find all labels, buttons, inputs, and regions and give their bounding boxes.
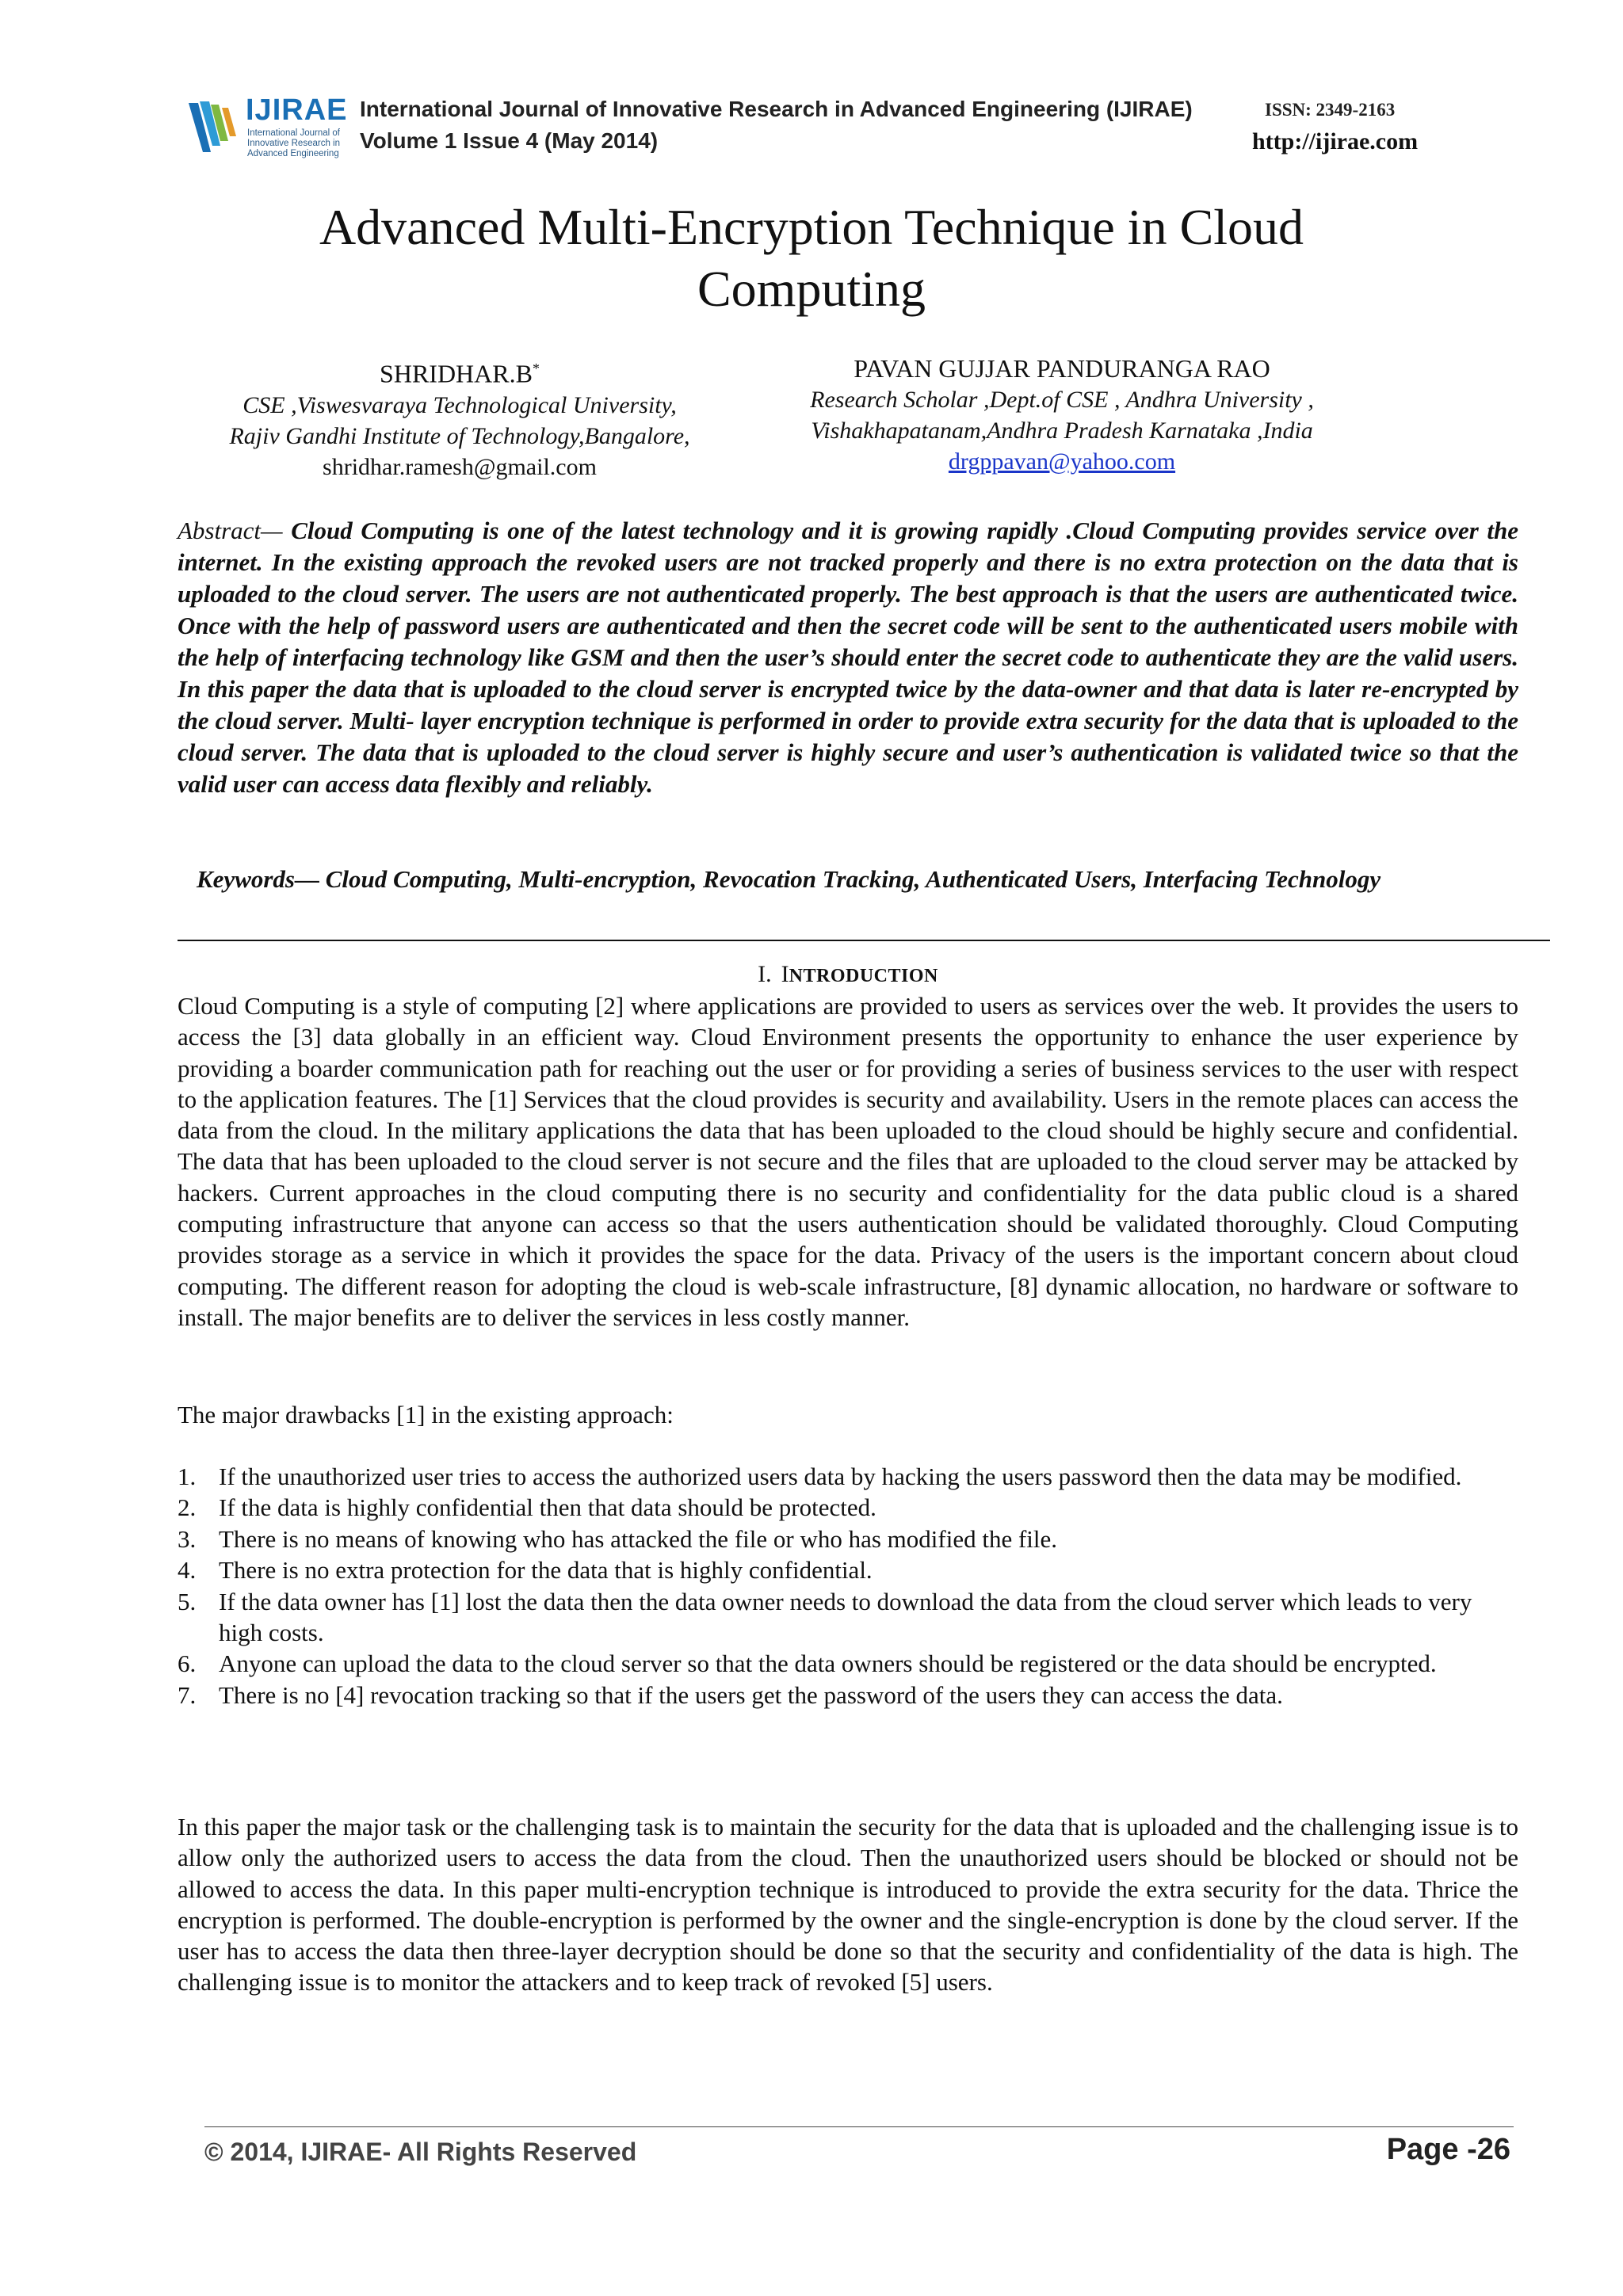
author-affiliation: Vishakhapatanam,Andhra Pradesh Karnataka ,India <box>811 418 1313 444</box>
list-item: 5. If the data owner has [1] lost the data then the data owner needs to download the data from the cloud server which leads to very high costs. <box>178 1587 1472 1647</box>
title-line-2: Computing <box>697 261 926 317</box>
list-item: 2. If the data is highly confidential then that data should be protected. <box>178 1493 876 1522</box>
list-item: 1. If the unauthorized user tries to access the authorized users data by hacking the users password then the data may be modified. <box>178 1463 1462 1490</box>
section-initial: I <box>781 961 789 987</box>
abstract <box>178 515 1518 800</box>
list-item: 4. There is no extra protection for the data that is highly confidential. <box>178 1556 873 1585</box>
list-item: 6. Anyone can upload the data to the cloud server so that the data owners should be registered or the data should be encrypted. <box>178 1650 1437 1678</box>
keywords: Keywords— Cloud Computing, Multi-encryption, Revocation Tracking, Authenticated Users, Interfacing Technology <box>197 865 1381 893</box>
journal-name: International Journal of Innovative Research in Advanced Engineering (IJIRAE) <box>360 97 1193 121</box>
list-item: 7. There is no [4] revocation tracking so that if the users get the password of the users they can access the data. <box>178 1680 1283 1709</box>
author-email[interactable]: shridhar.ramesh@gmail.com <box>323 453 597 480</box>
drawbacks-list <box>178 1461 1477 1711</box>
author-affiliation: Rajiv Gandhi Institute of Technology,Bangalore, <box>229 422 690 449</box>
section-number: I. <box>758 961 772 987</box>
intro-paragraph-3: In this paper the major task or the challenging task is to maintain the security for the data that is uploaded and the challenging issue is to allow only the authorized users to access the data from the cloud. Then the unauthorized users should be blocked or should not be allowed to access the data. In this paper multi-encryption technique is introduced to provide the extra security for the data. Thrice the encryption is performed. The double-encryption is performed by the owner and the single-encryption is done by the cloud server. If the user has to access the data then three-layer decryption should be done so that the security and confidentiality of the data is high. The challenging issue is to monitor the attackers and to keep track of revoked [5] users. <box>178 1813 1518 1997</box>
logo-wordmark: IJIRAE <box>246 93 348 127</box>
journal-logo <box>184 93 348 165</box>
abstract-label: Abstract— <box>178 517 283 544</box>
section-heading <box>178 959 1518 992</box>
author-affiliation: CSE ,Viswesvaraya Technological University, <box>242 391 677 418</box>
section-title-rest: NTRODUCTION <box>789 966 938 986</box>
journal-url[interactable]: http://ijirae.com <box>1252 128 1419 154</box>
logo-subtext: International Journal of Innovative Research in Advanced Engineering <box>247 128 340 158</box>
author-block-1 <box>174 353 745 482</box>
list-item: 3. There is no means of knowing who has attacked the file or who has modified the file. <box>178 1524 1058 1553</box>
author-mark: * <box>532 360 540 376</box>
author-block-2 <box>745 353 1379 477</box>
abstract-text: Cloud Computing is one of the latest technology and it is growing rapidly .Cloud Computing provides service over the internet. In the existing approach the revoked users are not tracked properly and there is no extra protection on the data that is uploaded to the cloud server. The users are not authenticated properly. The best approach is that the users are authenticated twice. Once with the help of password users are authenticated and then the secret code will be sent to the authenticated users mobile with the help of interfacing technology like GSM and then the user’s should enter the secret code to authenticate they are the valid users. In this paper the data that is uploaded to the cloud server is encrypted twice by the data-owner and that data is later re-encrypted by the cloud server. Multi- layer encryption technique is performed in order to provide extra security for the data that is uploaded to the cloud server. The data that is uploaded to the cloud server is highly secure and user’s authentication is validated twice so that the valid user can access data flexibly and reliably. <box>178 517 1518 798</box>
journal-header <box>184 93 1436 165</box>
paper-title <box>178 196 1445 320</box>
intro-paragraph-1: Cloud Computing is a style of computing [2] where applications are provided to users as services over the web. It provides the users to access the [3] data globally in an efficient way. Cloud Environment presents the opportunity to enhance the user experience by providing a boarder communication path for reaching out the user or for providing a series of business services to the user with respect to the application features. The [1] Services that the cloud provides is security and availability. Users in the remote places can access the data from the cloud. In the military applications the data that has been uploaded to the cloud should be highly secure and confidential. The data that has been uploaded to the cloud server is not secure and the files that are uploaded to the cloud server may be attacked by hackers. Current approaches in the cloud computing there is no security and confidentiality for the data public cloud is a shared computing infrastructure that anyone can access so that the users authentication should be validated thoroughly. Cloud Computing provides storage as a service in which it provides the space for the data. Privacy of the users is the important concern about cloud computing. The different reason for adopting the cloud is web-scale infrastructure, [8] dynamic allocation, no hardware or software to install. The major benefits are to deliver the services in less costly manner. <box>178 992 1518 1331</box>
author-name: PAVAN GUJJAR PANDURANGA RAO <box>854 354 1270 383</box>
ijirae-logo-icon <box>184 97 247 162</box>
intro-paragraph-2: The major drawbacks [1] in the existing approach: <box>178 1401 674 1428</box>
issn: ISSN: 2349-2163 <box>1265 100 1396 120</box>
page-number: Page -26 <box>1386 2133 1510 2166</box>
author-email-link[interactable]: drgppavan@yahoo.com <box>948 448 1176 475</box>
volume-issue: Volume 1 Issue 4 (May 2014) <box>360 128 659 153</box>
copyright: © 2014, IJIRAE- All Rights Reserved <box>204 2138 637 2166</box>
section-divider <box>178 940 1550 941</box>
author-name: SHRIDHAR.B* <box>380 359 540 388</box>
author-affiliation: Research Scholar ,Dept.of CSE , Andhra University , <box>810 387 1314 413</box>
title-line-1: Advanced Multi-Encryption Technique in Cloud <box>319 199 1304 255</box>
footer-divider <box>204 2126 1514 2127</box>
